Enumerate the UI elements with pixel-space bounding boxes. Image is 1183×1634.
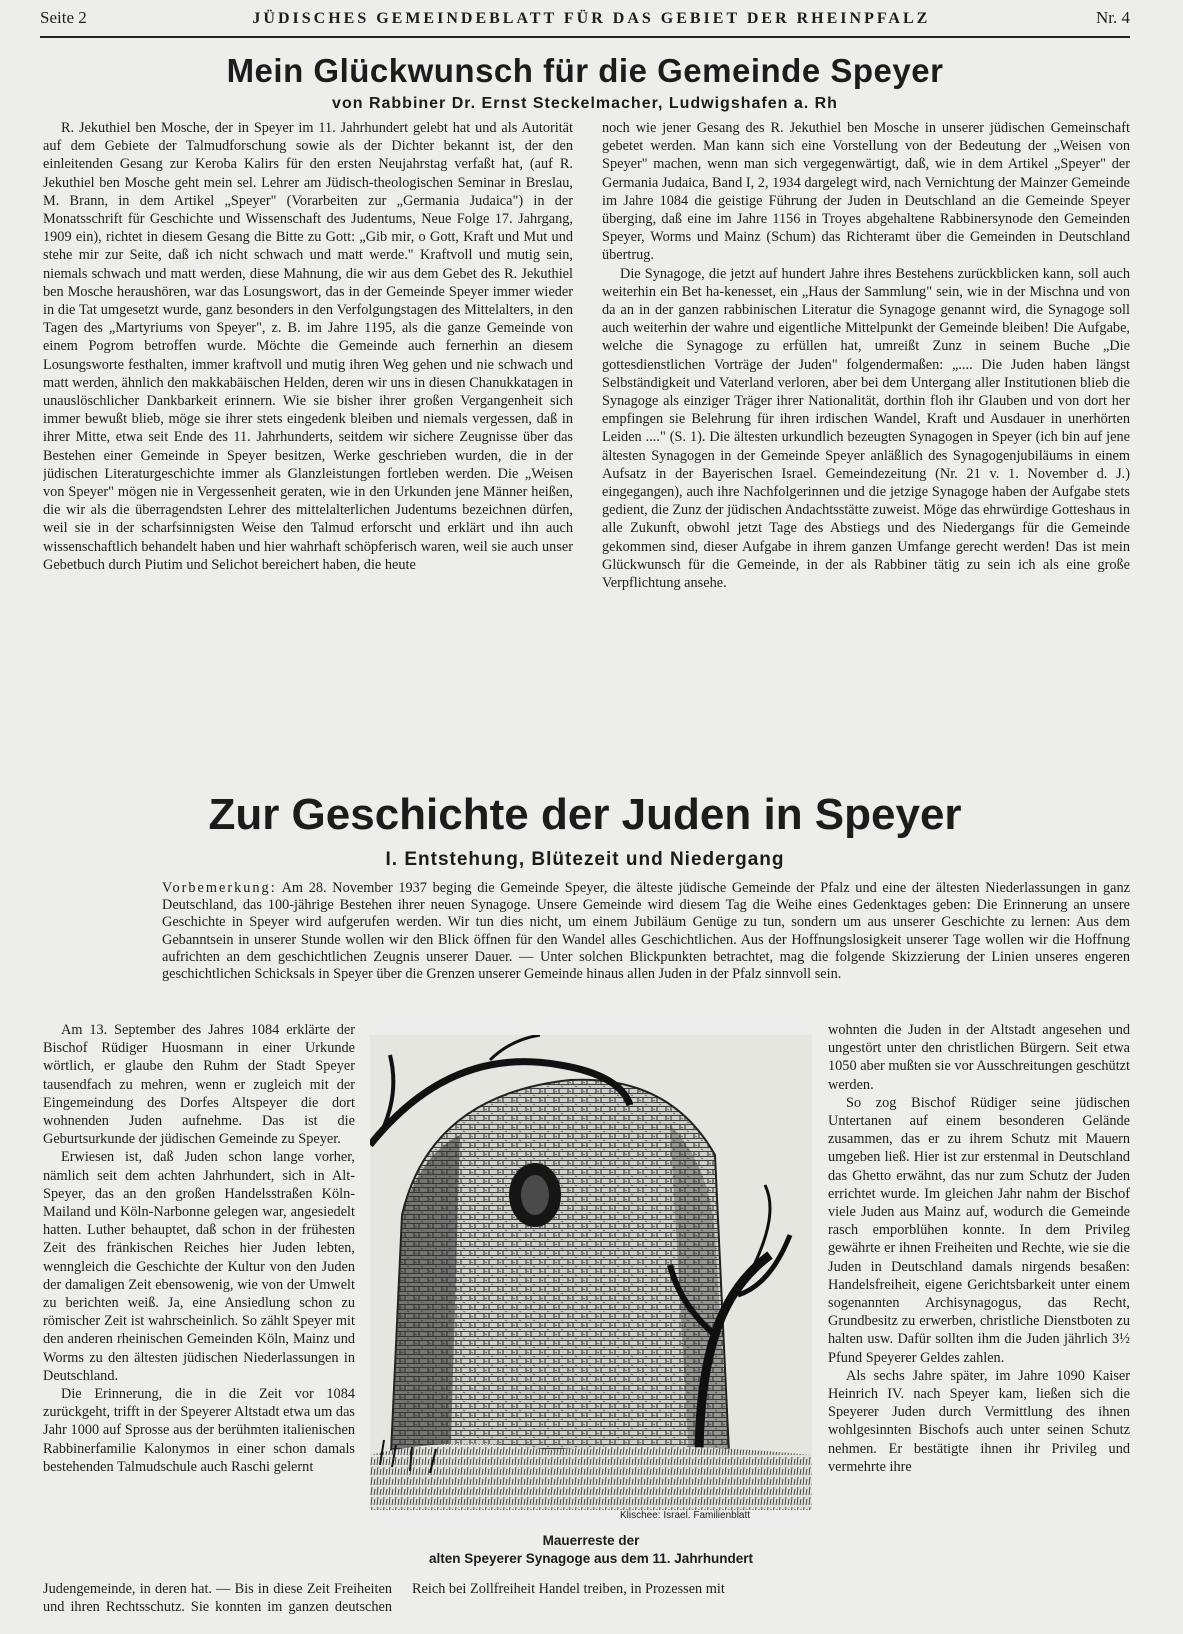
article2-preface bbox=[162, 880, 1130, 1018]
article2-subtitle: I. Entstehung, Blütezeit und Niedergang bbox=[385, 849, 785, 870]
paragraph: Die Erinnerung, die in die Zeit vor 1084 zurückgeht, trifft in der Speyerer Altstadt etwa um das Jahr 1000 auf Sprosse aus der berühmten italienischen Rabbinerfamilie Kalonymos in einer schon damals bestehenden Talmudschule auch Raschi gelernt bbox=[43, 1386, 355, 1475]
article2-bottom-line bbox=[43, 1580, 1130, 1634]
preface-text: Am 28. November 1937 beging die Gemeinde Speyer, die älteste jüdische Gemeinde der Pfalz und eine der ältesten Niederlassungen in ganz Deutschland, das 100-jährige Bestehen ihrer neuen Synagoge. Unsere Gemeinde wird diesem Tag die Weihe eines Gedenktages geben: Die Erinnerung an unsere Geschichte in Speyer wird aufgerufen werden. Wir tun dies nicht, um einem Jubiläum Genüge zu tun, sondern um aus unserer Geschichte zu lernen: Aus dem Gebanntsein in unserer Stunde wollen wir den Blick öffnen für den Wandel alles Geschichtlichen. Aus der Hoffnungslosigkeit unserer Tage wollen wir die Hoffnung aufrichten an dem geschichtlichen Zeugnis unserer Dauer. — Unter solchen Blickpunkten betrachtet, mag die folgende Skizzierung der Linien unseres engeren geschichtlichen Schicksals in Speyer über die Grenzen unserer Gemeinde hinaus allen Juden in der Pfalz sinnvoll sein. bbox=[162, 880, 1130, 983]
article2-column-left bbox=[43, 1021, 355, 1563]
caption-line: Mauerreste der bbox=[542, 1533, 640, 1548]
preface-lead: Vorbemerkung: bbox=[162, 880, 277, 896]
masthead bbox=[40, 8, 1130, 38]
page-number: Seite 2 bbox=[40, 8, 87, 27]
paragraph: Die Synagoge, die jetzt auf hundert Jahre ihres Bestehens zurückblicken kann, soll auch weiterhin ein Bet ha-kenesset, ein „Haus der Sammlung" sein, wie in der Mischna und von da an in der ganzen rabbinischen Literatur die Synagoge genannt wird, die Synagoge soll auch weiterhin der wahre und eigentliche Mittelpunkt der Gemeinde bleiben! Die Aufgabe, welche die Synagoge zu erfüllen hat, umreißt Zunz in seinem Buche „Die gottesdienstlichen Vorträge der Juden" folgendermaßen: „.... Die Juden haben längst Selbständigkeit und Vaterland verloren, aber bei dem Untergang aller Institutionen blieb die Synagoge als einziger Träger ihrer Nationalität, dorthin floh ihr Glauben und von dort her empfingen sie Belehrung für ihren irdischen Wandel, Kraft und Ausdauer in unerhörten Leiden ...." (S. 1). Die ältesten urkundlich bezeugten Synagogen in Speyer (ich bin auf jene ältesten Synagogen in der Gemeinde Speyer anläßlich des Synagogenjubiläums in einem Aufsatz in der Bayerischen Israel. Gemeindezeitung (Nr. 21 v. 1. November d. J.) eingegangen), auch ihre Nachfolgerinnen und die jetzige Synagoge haben der Aufgabe stets gedient, die Zunz der jüdischen Andachtsstätte zuweist. Möge das ehrwürdige Gotteshaus in alle Zukunft, obwohl jetzt Tage des Abstiegs und des Niedergangs für die Gemeinde gekommen sind, dieser Aufgabe in ihrem ganzen Umfange gerecht werden! Das ist mein Glückwunsch für die Gemeinde, in der als Rabbiner tätig zu sein ich als eine große Verpflichtung ansehe. bbox=[602, 265, 1130, 592]
newspaper-title: JÜDISCHES GEMEINDEBLATT FÜR DAS GEBIET DER RHEINPFALZ bbox=[252, 10, 931, 27]
paragraph: Als sechs Jahre später, im Jahre 1090 Kaiser Heinrich IV. nach Speyer kam, ließen sich die Speyerer Juden durch Vermittlung des ihnen wohlgesinnten Bischofs auch unter seinen Schutz nehmen. Er bestätigte ihnen ihr Privileg und vermehrte ihre bbox=[828, 1367, 1130, 1475]
image-credit: Klischee: Israel. Familienblatt bbox=[620, 1510, 751, 1521]
paragraph: So zog Bischof Rüdiger seine jüdischen Untertanen auf einem besonderen Gelände zusammen, das er zu ihrem Schutz mit Mauern umgeben ließ. Hier ist zur erstenmal in Deutschland das Ghetto erwähnt, das nur zum Schutz der Juden errichtet wurde. Im gleichen Jahr nahm der Bischof viele Juden aus Mainz auf, wodurch die Gemeinde rasch emporblühen konnte. In dem Privileg gewährte er ihnen Freiheiten und Rechte, wie sie die Juden in Deutschland damals nirgends besaßen: Handelsfreiheit, eigene Gerichtsbarkeit unter einem sogenannten Archisynagogus, das Recht, Grundbesitz zu erwerben, christliche Dienstboten zu halten usw. Dafür sollten ihm die Juden jährlich 3½ Pfund Speyerer Geldes zahlen. bbox=[828, 1094, 1130, 1366]
article1-column-left bbox=[43, 119, 573, 767]
article2-column-right bbox=[828, 1021, 1130, 1559]
paragraph: Am 13. September des Jahres 1084 erklärte der Bischof Rüdiger Huosmann in einer Urkunde wörtlich, er glaube den Ruhm der Stadt Speyer tausendfach zu mehren, wenn er zugleich mit der Eingemeindung des Dorfes Altspeyer die dort wohnenden Juden aufnehme. Das ist die Geburtsurkunde der jüdischen Gemeinde zu Speyer. bbox=[43, 1022, 355, 1148]
issue-number: Nr. 4 bbox=[1095, 8, 1130, 27]
paragraph: noch wie jener Gesang des R. Jekuthiel ben Mosche in unserer jüdischen Gemeinschaft gebetet werden. Man kann sich eine Vorstellung von der Bedeutung der „Weisen von Speyer" machen, wenn man sich vergegenwärtigt, daß, wie in dem Artikel „Speyer" der Germania Judaica, Band I, 2, 1934 dargelegt wird, nach Vernichtung der Mainzer Gemeinde im Jahre 1084 die geistige Führung der Juden in Deutschland an die Gemeinde Speyer überging, daß eine im Jahre 1156 in Troyes abgehaltene Rabbinersynode den Gemeinden Speyer, Worms und Mainz (Schum) das Richteramt über die Gemeinden in Deutschland übertrug. bbox=[602, 120, 1130, 264]
image-caption bbox=[370, 1532, 812, 1568]
etching-image bbox=[370, 1035, 812, 1510]
article2-title: Zur Geschichte der Juden in Speyer bbox=[208, 790, 962, 839]
paragraph: wohnten die Juden in der Altstadt angesehen und ungestört unter den christlichen Bürgern. Seit etwa 1050 aber mußten sie vor Ausschreitungen geschützt werden. bbox=[828, 1022, 1130, 1093]
article1-column-right bbox=[602, 119, 1130, 767]
paragraph: R. Jekuthiel ben Mosche, der in Speyer im 11. Jahrhundert gelebt hat und als Autorität auf dem Gebiete der Talmudforschung sowie als der Dichter bekannt ist, der den einleitenden Gesang zur Keroba Kalirs für den ersten Neujahrstag verfaßt hat, (auf R. Jekuthiel ben Mosche geht mein sel. Lehrer am Jüdisch-theologischen Seminar in Breslau, M. Brann, in dem Artikel „Speyer" (Vorarbeiten zur „Germania Judaica") in der Monatsschrift für Geschichte und Wissenschaft des Judentums, Neue Folge 17. Jahrgang, 1909 ein), richtet in diesem Gesang die Bitte zu Gott: „Gib mir, o Gott, Kraft und Mut und stehe mir zur Seite, daß ich nicht schwach und matt werde." Kraftvoll und mutig sein, niemals schwach und matt werden, diese Mahnung, die wir aus dem Gebet des R. Jekuthiel ben Mosche heraushören, war das Losungswort, das in der Gemeinde Speyer immer wieder in die Tat umgesetzt wurde, ganz besonders in den Verfolgungstagen des Mittelalters, in den Tagen des „Martyriums von Speyer", z. B. im Jahre 1195, als die ganze Gemeinde von einem Pogrom betroffen wurde. Möchte die Gemeinde auch fernerhin an diesem Losungsworte festhalten, immer kraftvoll und mutig ihren Weg gehen und nie schwach und matt werden, ähnlich den makkabäischen Helden, deren wir uns in diesen Chanukkatagen in unauslöschlicher Dankbarkeit erinnern. Wie sie bisher ihrer großen Vergangenheit sich immer bewußt blieb, möge sie ihrer stets eingedenk bleiben und niemals vergessen, daß in ihrer Mitte, etwa seit Ende des 11. Jahrhunderts, seitdem wir sichere Zeugnisse über das Bestehen einer Gemeinde in Speyer besitzen, Werke geschrieben wurden, die in der jüdischen Literaturgeschichte immer als Glanzleistungen fortleben werden. Die „Weisen von Speyer" mögen nie in Vergessenheit geraten, wie in den Urkunden jene Männer heißen, die wir als die überragendsten Lehrer des mittelalterlichen Judentums bezeichnen dürfen, weil sie in der scharfsinnigsten Weise den Talmud erforscht und erklärt und ihn auch wissenschaftlich behandelt haben und hier wahrhaft schöpferisch waren, weil sie auch unser Gebetbuch durch Piutim und Selichot bereichert haben, die heute bbox=[43, 120, 573, 573]
paragraph: Erwiesen ist, daß Juden schon lange vorher, nämlich seit dem achten Jahrhundert, sich in Alt-Speyer, das an den großen Handelsstraßen Köln-Mailand und Köln-Narbonne gelegen war, angesiedelt hatten. Luther behauptet, daß schon in der frühesten Zeit des fränkischen Reiches hier Juden lebten, wenngleich die Geschichte der Kultur von den Juden der damaligen Zeit ebensowenig, wie von der Umwelt zu berichten weiß. Ja, eine Ansiedlung schon zu römischer Zeit ist wahrscheinlich. So zählt Speyer mit den anderen rheinischen Gemeinden Köln, Mainz und Worms zu den ältesten jüdischen Niederlassungen in Deutschland. bbox=[43, 1149, 355, 1384]
caption-line: alten Speyerer Synagoge aus dem 11. Jahrhundert bbox=[428, 1551, 754, 1566]
article1-byline: von Rabbiner Dr. Ernst Steckelmacher, Ludwigshafen a. Rh bbox=[332, 95, 838, 112]
paragraph: Judengemeinde, in deren hat. — Bis in diese Zeit Freiheiten und ihren Rechtsschutz. Sie konnten im ganzen deutschen Reich bei Zollfreiheit Handel treiben, in Prozessen mit bbox=[43, 1581, 725, 1616]
article1-title: Mein Glückwunsch für die Gemeinde Speyer bbox=[226, 52, 944, 89]
synagogue-wall-illustration bbox=[370, 1035, 812, 1510]
